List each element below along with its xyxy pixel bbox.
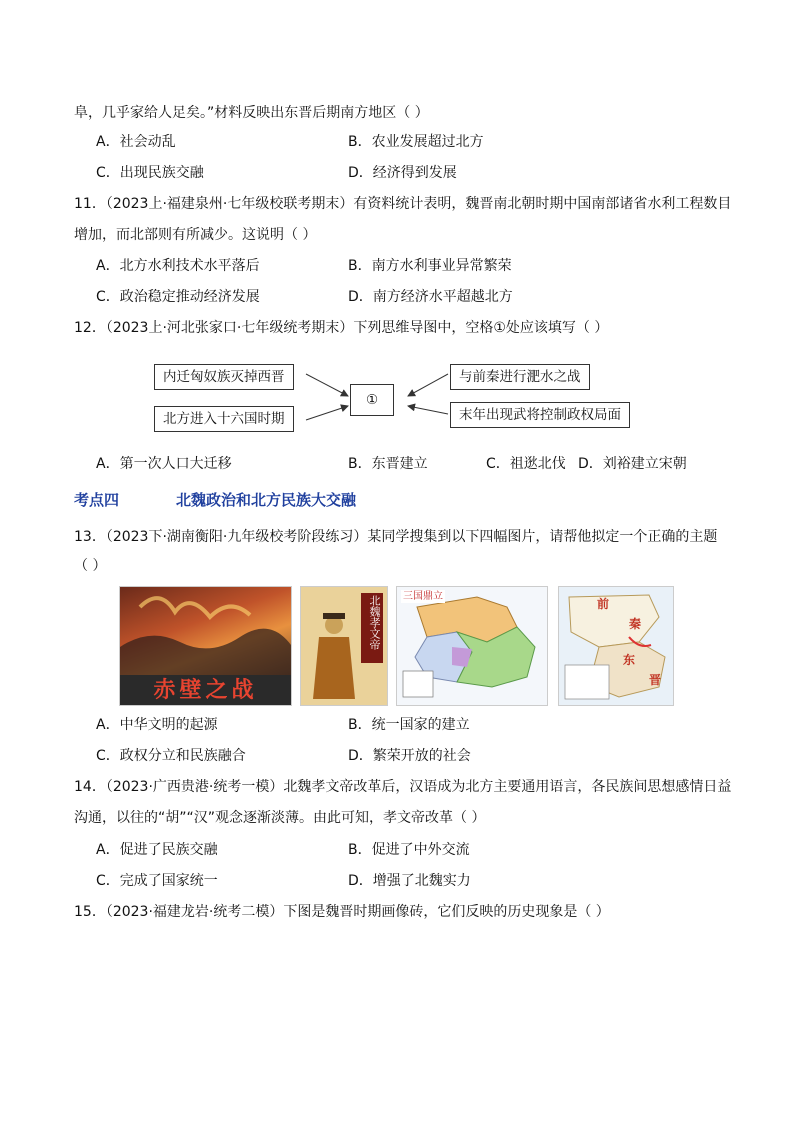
q15-stem: 15．（2023·福建龙岩·统考二模）下图是魏晋时期画像砖，它们反映的历史现象是（ ） [74,904,610,920]
q14-option-d[interactable]: D．增强了北魏实力 [348,873,471,889]
q12-option-c[interactable]: C．祖逖北伐 [486,456,566,472]
q13-option-b[interactable]: B．统一国家的建立 [348,717,470,733]
q10-option-a[interactable]: A．社会动乱 [96,134,176,150]
q10-option-d[interactable]: D．经济得到发展 [348,165,457,181]
picture-chibi-battle [119,586,292,706]
q13-option-d[interactable]: D．繁荣开放的社会 [348,748,471,764]
q11-stem-line2: 增加，而北部则有所减少。这说明（ ） [74,227,317,243]
section-label: 考点四 [74,491,120,509]
map-box-right-bottom: 末年出现武将控制政权局面 [450,402,630,428]
map-label-jin: 晋 [649,673,662,687]
q14-stem-line1: 14．（2023·广西贵港·统考一模）北魏孝文帝改革后，汉语成为北方主要通用语言，各民族间思想感情日益 [74,779,732,795]
arrow-left-top [306,374,348,396]
map-box-right-top: 与前秦进行淝水之战 [450,364,590,390]
q10-option-b[interactable]: B．农业发展超过北方 [348,134,484,150]
arrow-right-top [408,374,448,396]
arrow-right-bottom [408,406,448,414]
map-label-qin: 秦 [629,617,642,631]
section-title: 北魏政治和北方民族大交融 [176,491,357,509]
q11-stem-line1: 11．（2023上·福建泉州·七年级校联考期末）有资料统计表明，魏晋南北朝时期中国南部诸省水利工程数目 [74,196,732,212]
q12-option-a[interactable]: A．第一次人口大迁移 [96,456,232,472]
q12-option-b[interactable]: B．东晋建立 [348,456,428,472]
q11-option-c[interactable]: C．政治稳定推动经济发展 [96,289,260,305]
q11-option-d[interactable]: D．南方经济水平超越北方 [348,289,513,305]
mind-map [150,360,650,440]
q13-option-a[interactable]: A．中华文明的起源 [96,717,218,733]
q14-option-b[interactable]: B．促进了中外交流 [348,842,470,858]
q13-stem-line1: 13．（2023下·湖南衡阳·九年级校考阶段练习）某同学搜集到以下四幅图片，请帮他拟定一个正确的主题 [74,529,718,545]
arrow-left-bottom [306,406,348,420]
picture-chibi-caption: 赤壁之战 [153,677,258,703]
q12-option-d[interactable]: D．刘裕建立宋朝 [578,456,687,472]
map-label-dong: 东 [623,653,636,667]
q14-option-c[interactable]: C．完成了国家统一 [96,873,218,889]
picture-three-kingdoms-caption: 三国鼎立 [403,591,443,602]
picture-three-kingdoms-art [397,587,547,705]
q13-option-c[interactable]: C．政权分立和民族融合 [96,748,246,764]
q11-option-a[interactable]: A．北方水利技术水平落后 [96,258,260,274]
q11-option-b[interactable]: B．南方水利事业异常繁荣 [348,258,512,274]
picture-xiaowen-caption: 北魏孝文帝 [368,595,381,650]
map-label-qian: 前 [597,597,610,611]
map-box-left-top: 内迁匈奴族灭掉西晋 [154,364,294,390]
q14-stem-line2: 沟通，以往的“胡”“汉”观念逐渐淡薄。由此可知，孝文帝改革（ ） [74,810,486,826]
q14-option-a[interactable]: A．促进了民族交融 [96,842,218,858]
map-box-center: ① [350,384,394,416]
q12-stem: 12．（2023上·河北张家口·七年级统考期末）下列思维导图中，空格①处应该填写（ ） [74,320,609,336]
q13-stem-line2: （ ） [74,558,107,574]
map-box-left-bottom: 北方进入十六国时期 [154,406,294,432]
q10-option-c[interactable]: C．出现民族交融 [96,165,204,181]
picture-qin-jin-map [558,586,674,706]
picture-xiaowen-emperor [300,586,388,706]
section-heading [74,489,356,510]
picture-three-kingdoms-map [396,586,548,706]
q10-stem: 阜，几乎家给人足矣。”材料反映出东晋后期南方地区（ ） [74,105,429,121]
